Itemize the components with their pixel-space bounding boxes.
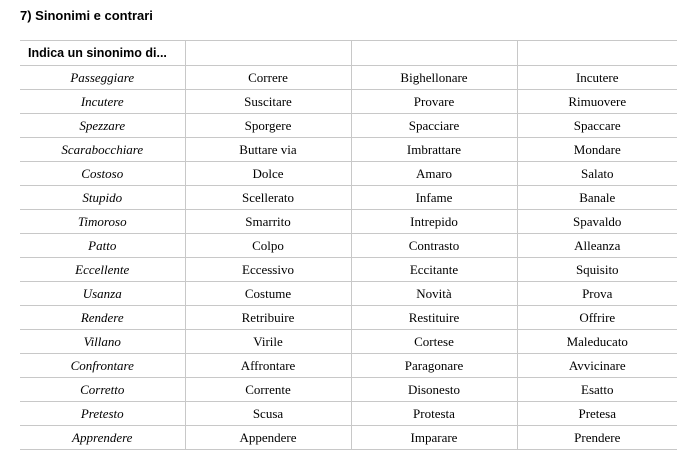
table-row — [20, 162, 677, 186]
table-row — [20, 354, 677, 378]
option-b-cell: Disonesto — [351, 378, 517, 402]
option-c-cell: Pretesa — [517, 402, 677, 426]
table-row — [20, 306, 677, 330]
option-c-cell: Incutere — [517, 66, 677, 90]
option-b-cell: Paragonare — [351, 354, 517, 378]
option-c-cell: Mondare — [517, 138, 677, 162]
option-b-cell: Restituire — [351, 306, 517, 330]
table-row — [20, 402, 677, 426]
option-a-cell: Corrente — [185, 378, 351, 402]
table-body — [20, 66, 677, 450]
table-row — [20, 114, 677, 138]
table-row — [20, 66, 677, 90]
synonyms-table — [20, 40, 677, 450]
option-c-cell: Prova — [517, 282, 677, 306]
header-cell-empty — [351, 41, 517, 66]
option-c-cell: Spavaldo — [517, 210, 677, 234]
option-b-cell: Infame — [351, 186, 517, 210]
target-word-cell: Corretto — [20, 378, 185, 402]
option-b-cell: Novità — [351, 282, 517, 306]
option-a-cell: Costume — [185, 282, 351, 306]
option-b-cell: Cortese — [351, 330, 517, 354]
option-a-cell: Dolce — [185, 162, 351, 186]
table-row — [20, 186, 677, 210]
option-a-cell: Appendere — [185, 426, 351, 450]
option-a-cell: Correre — [185, 66, 351, 90]
target-word-cell: Passeggiare — [20, 66, 185, 90]
option-c-cell: Alleanza — [517, 234, 677, 258]
exercise-title: 7) Sinonimi e contrari — [20, 8, 153, 23]
target-word-cell: Usanza — [20, 282, 185, 306]
header-cell-empty — [517, 41, 677, 66]
table-row — [20, 378, 677, 402]
target-word-cell: Eccellente — [20, 258, 185, 282]
table-row — [20, 138, 677, 162]
option-b-cell: Contrasto — [351, 234, 517, 258]
option-b-cell: Provare — [351, 90, 517, 114]
option-b-cell: Spacciare — [351, 114, 517, 138]
table-header-row — [20, 41, 677, 66]
option-c-cell: Spaccare — [517, 114, 677, 138]
target-word-cell: Stupido — [20, 186, 185, 210]
target-word-cell: Scarabocchiare — [20, 138, 185, 162]
table-row — [20, 282, 677, 306]
table-row — [20, 90, 677, 114]
target-word-cell: Rendere — [20, 306, 185, 330]
option-a-cell: Buttare via — [185, 138, 351, 162]
option-b-cell: Bighellonare — [351, 66, 517, 90]
option-a-cell: Suscitare — [185, 90, 351, 114]
option-a-cell: Sporgere — [185, 114, 351, 138]
option-a-cell: Scellerato — [185, 186, 351, 210]
target-word-cell: Spezzare — [20, 114, 185, 138]
option-a-cell: Virile — [185, 330, 351, 354]
option-b-cell: Protesta — [351, 402, 517, 426]
table-row — [20, 330, 677, 354]
option-b-cell: Intrepido — [351, 210, 517, 234]
option-c-cell: Squisito — [517, 258, 677, 282]
option-a-cell: Eccessivo — [185, 258, 351, 282]
table-row — [20, 258, 677, 282]
option-c-cell: Avvicinare — [517, 354, 677, 378]
option-b-cell: Imbrattare — [351, 138, 517, 162]
table-row — [20, 426, 677, 450]
option-b-cell: Eccitante — [351, 258, 517, 282]
option-a-cell: Smarrito — [185, 210, 351, 234]
option-a-cell: Retribuire — [185, 306, 351, 330]
option-c-cell: Banale — [517, 186, 677, 210]
option-a-cell: Affrontare — [185, 354, 351, 378]
target-word-cell: Incutere — [20, 90, 185, 114]
option-a-cell: Colpo — [185, 234, 351, 258]
option-c-cell: Rimuovere — [517, 90, 677, 114]
target-word-cell: Costoso — [20, 162, 185, 186]
target-word-cell: Pretesto — [20, 402, 185, 426]
option-c-cell: Salato — [517, 162, 677, 186]
option-c-cell: Esatto — [517, 378, 677, 402]
option-b-cell: Imparare — [351, 426, 517, 450]
target-word-cell: Confrontare — [20, 354, 185, 378]
target-word-cell: Patto — [20, 234, 185, 258]
table-row — [20, 210, 677, 234]
target-word-cell: Timoroso — [20, 210, 185, 234]
option-c-cell: Offrire — [517, 306, 677, 330]
option-b-cell: Amaro — [351, 162, 517, 186]
target-word-cell: Villano — [20, 330, 185, 354]
option-c-cell: Maleducato — [517, 330, 677, 354]
table-row — [20, 234, 677, 258]
header-cell-empty — [185, 41, 351, 66]
option-a-cell: Scusa — [185, 402, 351, 426]
target-word-cell: Apprendere — [20, 426, 185, 450]
header-cell-instruction: Indica un sinonimo di... — [20, 41, 185, 66]
option-c-cell: Prendere — [517, 426, 677, 450]
